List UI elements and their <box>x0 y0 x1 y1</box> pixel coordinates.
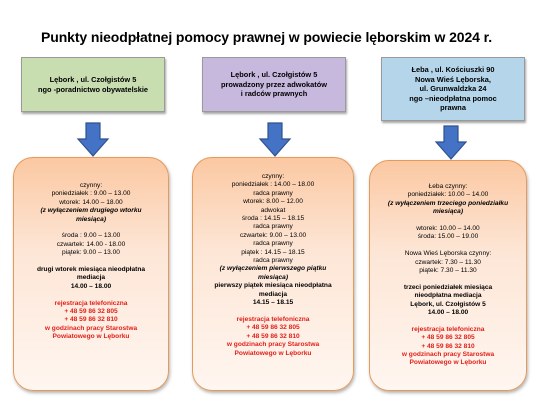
header-box-lebork-lawyers <box>202 57 346 112</box>
header-line: prawna <box>440 103 466 113</box>
registration-line: rejestracja telefoniczna <box>236 315 310 323</box>
header-box-lebork-ngo <box>21 57 165 112</box>
registration-line: + 48 59 86 32 810 <box>246 332 300 340</box>
mediation-line: mediacja <box>258 290 288 298</box>
header-box-leba-nowa-wies <box>381 57 525 121</box>
registration-line: w godzinach pracy Starostwa <box>226 341 320 349</box>
header-line: ngo -poradnictwo obywatelskie <box>37 84 149 94</box>
schedule-line: miesiąca) <box>432 208 464 216</box>
header-line: Nowa Wieś Lęborska, <box>415 74 491 84</box>
mediation-line: 14.00 – 18.00 <box>70 282 112 290</box>
schedule-line: czwartek: 7.30 – 11.30 <box>415 258 481 266</box>
schedule-line: poniedziałek : 9.00 – 13.00 <box>51 190 131 198</box>
schedule-line: poniedziałek: 10.00 – 14.00 <box>407 191 489 199</box>
spacer <box>14 224 168 232</box>
spacer <box>370 317 526 325</box>
mediation-line: 14.00 – 18.00 <box>427 309 469 317</box>
header-line: ul. Grunwaldzka 24 <box>419 84 487 94</box>
registration-line: rejestracja telefoniczna <box>411 325 485 333</box>
spacer <box>370 217 526 225</box>
registration-line: + 48 59 86 32 810 <box>64 316 118 324</box>
schedule-card-lebork-ngo <box>13 157 169 391</box>
schedule-line: piątek: 7.30 – 11.30 <box>419 267 477 275</box>
down-arrow-icon <box>258 122 292 158</box>
spacer <box>14 258 168 266</box>
schedule-line: wtorek: 8.00 – 12.00 <box>243 198 303 206</box>
spacer <box>370 242 526 250</box>
schedule-line: środa: 15.00 – 19.00 <box>417 233 479 241</box>
spacer <box>14 291 168 299</box>
schedule-card-leba-nowa-wies <box>369 160 527 391</box>
header-line: Lębork , ul. Czołgistów 5 <box>49 74 137 84</box>
header-line: Łeba , ul. Kościuszki 90 <box>411 65 495 75</box>
registration-line: + 48 59 86 32 805 <box>421 334 475 342</box>
registration-line: Powiatowego w Lęborku <box>409 359 487 367</box>
registration-line: w godzinach pracy Starostwa <box>401 351 495 359</box>
schedule-card-lebork-lawyers <box>192 157 354 391</box>
schedule-line: miesiąca) <box>75 215 107 223</box>
schedule-line: wtorek: 14.00 – 18.00 <box>59 198 123 206</box>
mediation-line: Lębork, ul. Czołgistów 5 <box>410 300 486 308</box>
header-line: Lębork , ul. Czołgistów 5 <box>230 70 318 80</box>
spacer <box>370 275 526 283</box>
schedule-line: czwartek: 9.00 – 13.00 <box>239 231 307 239</box>
schedule-line: Nowa Wieś Lęborska czynny: <box>404 250 492 258</box>
schedule-line: (z wyłączeniem trzeciego poniedziałku <box>387 199 509 207</box>
schedule-line: radca prawny <box>253 189 293 197</box>
down-arrow-icon <box>76 122 110 158</box>
mediation-line: trzeci poniedziałek miesiąca <box>403 283 493 291</box>
schedule-line: poniedziałek : 14.00 – 18.00 <box>231 181 315 189</box>
registration-line: + 48 59 86 32 805 <box>246 324 300 332</box>
header-line: prowadzony przez adwokatów <box>221 79 327 89</box>
schedule-line: piątek: 9.00 – 13.00 <box>62 249 120 257</box>
schedule-line: czynny: <box>79 182 103 189</box>
schedule-line: piątek : 14.15 – 18.15 <box>241 248 305 256</box>
header-line: ngo –nieodpłatna pomoc <box>409 93 497 103</box>
mediation-line: drugi wtorek miesiąca nieodpłatna <box>36 266 146 274</box>
registration-line: w godzinach pracy Starostwa <box>44 324 138 332</box>
schedule-line: (z wyłączeniem pierwszego piątku <box>219 265 327 273</box>
schedule-line: radca prawny <box>253 240 293 248</box>
mediation-line: pierwszy piątek miesiąca nieodpłatna <box>214 282 332 290</box>
schedule-line: adwokat <box>260 206 286 214</box>
schedule-line: radca prawny <box>253 257 293 265</box>
page-title: Punkty nieodpłatnej pomocy prawnej w powiecie lęborskim w 2024 r. <box>41 29 492 45</box>
down-arrow-icon <box>434 125 468 161</box>
registration-line: + 48 59 86 32 810 <box>421 342 475 350</box>
registration-line: Powiatowego w Lęborku <box>234 349 312 357</box>
schedule-line: czwartek: 14.00 - 18.00 <box>56 240 126 248</box>
schedule-line: środa : 9.00 – 13.00 <box>61 232 121 240</box>
registration-line: Powiatowego w Lęborku <box>52 333 130 341</box>
schedule-line: Łeba czynny: <box>428 183 468 190</box>
mediation-line: nieodpłatna mediacja <box>414 292 482 300</box>
schedule-line: środa : 14.15 – 18.15 <box>241 215 305 223</box>
mediation-line: mediacja <box>76 274 106 282</box>
registration-line: rejestracja telefoniczna <box>54 299 128 307</box>
spacer <box>193 308 353 316</box>
header-line: i radców prawnych <box>240 89 308 99</box>
schedule-line: (z wyłączeniem drugiego wtorku <box>40 207 142 215</box>
schedule-line: radca prawny <box>253 223 293 231</box>
schedule-line: wtorek: 10.00 – 14.00 <box>416 225 480 233</box>
mediation-line: 14.15 – 18.15 <box>252 299 294 307</box>
schedule-line: miesiąca) <box>257 273 289 281</box>
schedule-line: czynny: <box>261 173 285 180</box>
registration-line: + 48 59 86 32 805 <box>64 308 118 316</box>
